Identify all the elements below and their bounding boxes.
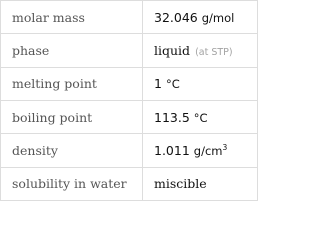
density-unit: g/cm [193, 143, 223, 158]
phase-value-cell [143, 34, 258, 67]
boiling-point-value-cell [143, 100, 258, 133]
molar-mass-label: molar mass [1, 1, 143, 34]
table-row-melting-point [1, 67, 258, 100]
boiling-point-label: boiling point [1, 100, 143, 133]
table-row-solubility [1, 167, 258, 200]
phase-note: (at STP) [195, 46, 233, 58]
phase-value: liquid [154, 42, 191, 58]
melting-point-label: melting point [1, 67, 143, 100]
density-value: 1.011 [154, 142, 190, 158]
molar-mass-unit: g/mol [201, 10, 235, 25]
melting-point-unit: °C [165, 77, 180, 92]
melting-point-value: 1 [154, 76, 162, 92]
melting-point-value-cell [143, 67, 258, 100]
density-value-cell [143, 134, 258, 167]
molar-mass-value-cell [143, 1, 258, 34]
table-row-phase [1, 34, 258, 67]
density-label: density [1, 134, 143, 167]
table-row-boiling-point [1, 100, 258, 133]
density-unit-exponent: 3 [222, 142, 228, 152]
solubility-value: miscible [143, 167, 258, 200]
boiling-point-unit: °C [193, 110, 208, 125]
table-row-density [1, 134, 258, 167]
molar-mass-value: 32.046 [154, 9, 198, 25]
solubility-label: solubility in water [1, 167, 143, 200]
phase-label: phase [1, 34, 143, 67]
boiling-point-value: 113.5 [154, 109, 190, 125]
table-row-molar-mass [1, 1, 258, 34]
